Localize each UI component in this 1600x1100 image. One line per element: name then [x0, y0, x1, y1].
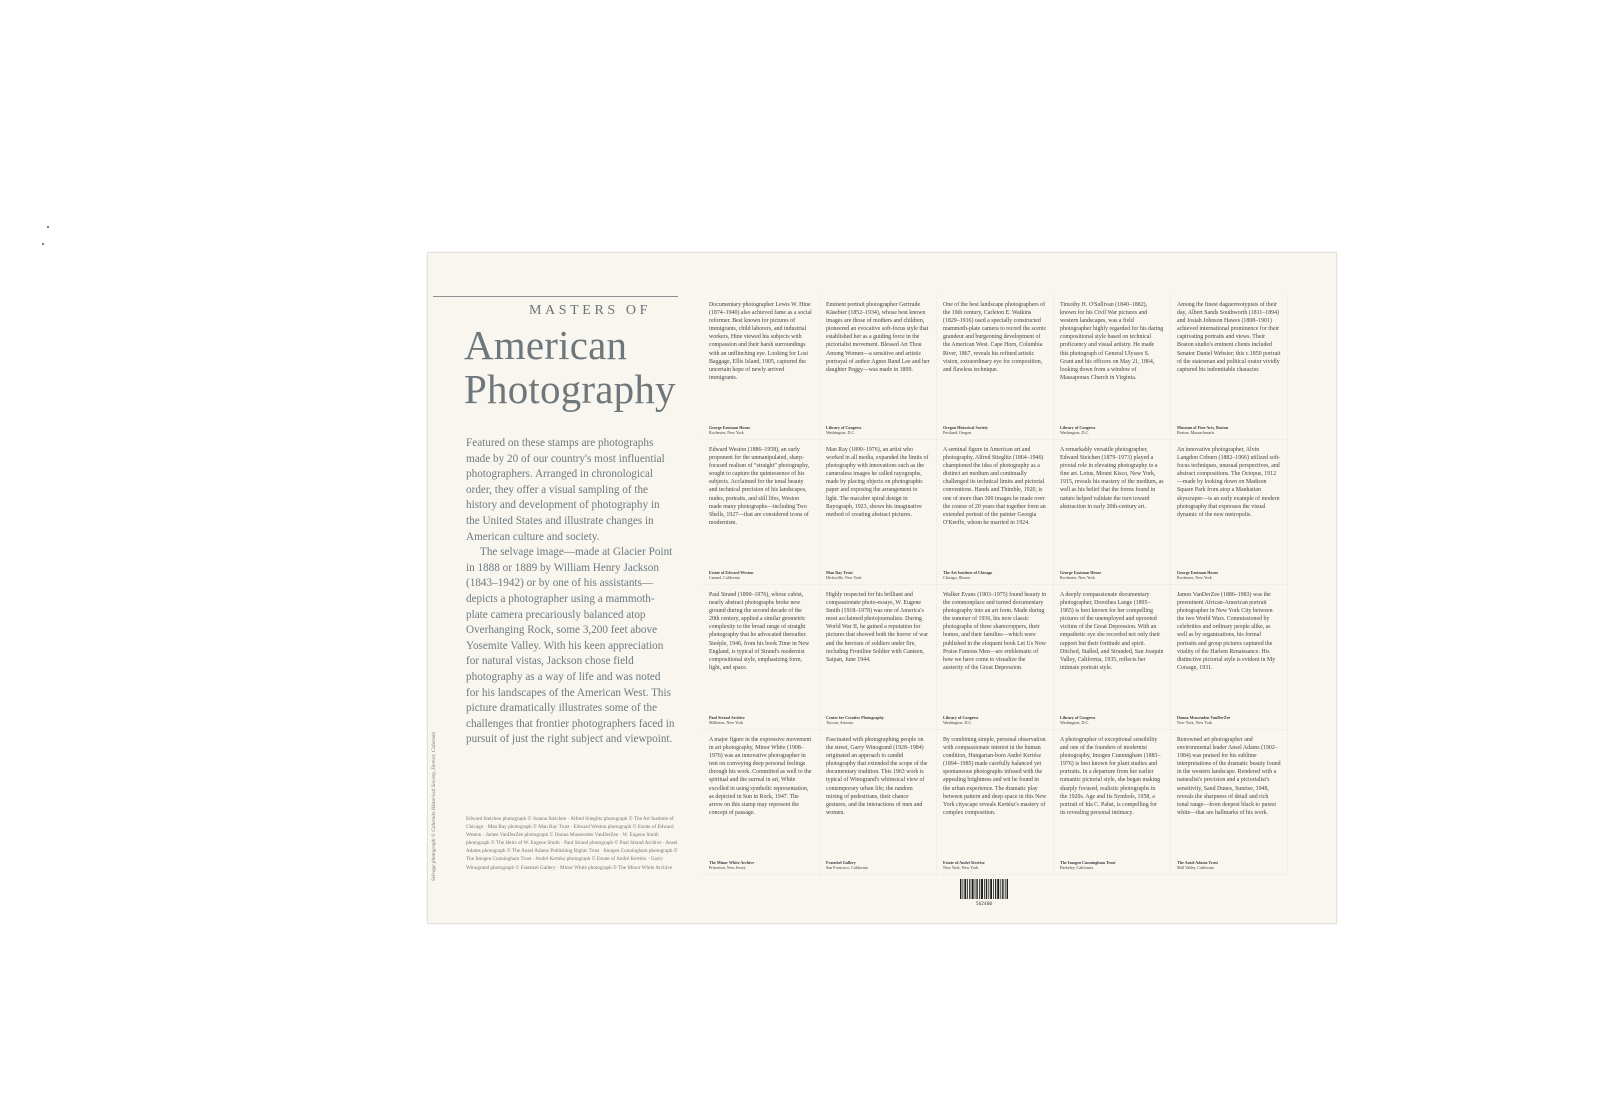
- stamp-description: Renowned art photographer and environmental leader Ansel Adams (1902–1984) was praised for his sublime interpretations of the dramatic beauty found in the western landscape. Rendered with a naturalist's precision and a pictorialist's sensitivity, Sand Dunes, Sunrise, 1948, reveals the sharpness of detail and rich tonal range—from deepest black to purest white—that are hallmarks of his work.: [1177, 737, 1281, 816]
- stamp-cell: [703, 585, 820, 730]
- stamp-credit-institution: Library of Congress: [943, 714, 979, 720]
- stamp-credit: [709, 715, 815, 725]
- stamp-description: Documentary photographer Lewis W. Hine (1874–1940) also achieved fame as a social reformer. Best known for pictures of immigrants, child laborers, and industrial workers, Hine viewed his subjects with compassion and their harsh surroundings with an unflinching eye. Looking for Lost Baggage, Ellis Island, 1905, captured the uncertain hope of newly arrived immigrants.: [709, 302, 812, 381]
- stamp-credit: [943, 860, 1049, 870]
- stamp-cell: [820, 440, 937, 585]
- stamp-credit-place: Millerton, New York: [709, 719, 744, 725]
- stamp-credit: [1060, 570, 1166, 580]
- barcode-icon: [960, 879, 1008, 899]
- stamp-credit-place: Mill Valley, California: [1177, 864, 1214, 870]
- stamp-credit-institution: The Minor White Archive: [709, 859, 755, 865]
- stamp-credit-place: San Francisco, California: [826, 864, 868, 870]
- stamp-credit-institution: Center for Creative Photography: [826, 714, 884, 720]
- stamp-credit-institution: George Eastman House: [1060, 569, 1102, 575]
- stamp-credit: [709, 860, 815, 870]
- stamp-credit: [826, 570, 932, 580]
- stamp-credit: [1060, 715, 1166, 725]
- stamp-cell: [1171, 730, 1288, 875]
- stamp-credit-place: Washington, D.C.: [1060, 429, 1090, 435]
- stamp-credit-place: Berkeley, California: [1060, 864, 1094, 870]
- stamp-cell: [820, 585, 937, 730]
- scan-speck: [47, 226, 49, 228]
- stamp-credit: [709, 425, 815, 435]
- stamp-credit-institution: Donna Mussenden VanDerZee: [1177, 714, 1231, 720]
- stamp-credit-place: Carmel, California: [709, 574, 740, 580]
- stamp-credit-institution: Estate of Edward Weston: [709, 569, 754, 575]
- stamp-description: Edward Weston (1886–1958), an early proponent for the unmanipulated, sharp-focused realism of “straight” photography, sought to capture the quintessence of his subjects. Acclaimed for the tonal beauty and technical precision of his landscapes, nudes, portraits, and still lifes, Weston made many photographs—including Two Shells, 1927—that are considered icons of modernism.: [709, 447, 810, 526]
- stamp-cell: [1171, 440, 1288, 585]
- stamp-credit-place: Washington, D.C.: [826, 429, 856, 435]
- stamp-credit-place: Rochester, New York: [1060, 574, 1095, 580]
- stamp-credit: [826, 860, 932, 870]
- stamp-credit-institution: Library of Congress: [1060, 714, 1096, 720]
- stamp-description: One of the best landscape photographers of the 19th century, Carleton E. Watkins (1829–1916) used a specially constructed mammoth-plate camera to record the scenic grandeur and burgeoning development of the American West. Cape Horn, Columbia River, 1867, reveals his refined artistic vision, extraordinary eye for composition, and flawless technique.: [943, 302, 1047, 373]
- stamp-credit: [943, 570, 1049, 580]
- stamp-cell: [1054, 295, 1171, 440]
- stamp-credit-place: Portland, Oregon: [943, 429, 972, 435]
- stamp-description: A seminal figure in American art and photography, Alfred Stieglitz (1864–1946) championed the idea of photography as a distinct art medium and continually challenged its technical limits and pictorial conventions. Hands and Thimble, 1920, is one of more than 300 images he made over the course of 20 years that together form an extended portrait of the painter Georgia O'Keeffe, whom he married in 1924.: [943, 447, 1046, 526]
- stamp-cell: [1054, 440, 1171, 585]
- stamp-credit: [826, 715, 932, 725]
- stamp-description: A remarkably versatile photographer, Edward Steichen (1879–1973) played a pivotal role in elevating photography to a fine art. Lotus, Mount Kisco, New York, 1915, reveals his mastery of the medium, as well as his belief that the forms found in nature helped validate the turn toward abstraction in early 20th-century art.: [1060, 447, 1164, 510]
- stamp-credit-institution: Library of Congress: [1060, 424, 1096, 430]
- heading-line-2: Photography: [464, 366, 676, 412]
- stamp-credit-institution: Man Ray Trust: [826, 569, 853, 575]
- stamp-credit: [943, 425, 1049, 435]
- stamp-credit-institution: Oregon Historical Society: [943, 424, 988, 430]
- stamp-credit-institution: The Imogen Cunningham Trust: [1060, 859, 1116, 865]
- stamp-description: Man Ray (1890–1976), an artist who worked in all media, expanded the limits of photography with innovations such as the cameraless images he called rayographs, made by placing objects on photographic paper and exposing the arrangement to light. The macabre spiral design in Rayograph, 1923, shows his imaginative method of creating abstract pictures.: [826, 447, 929, 518]
- heading-rule: [433, 296, 678, 297]
- stamp-credit: [943, 715, 1049, 725]
- stamp-sheet: [427, 252, 1337, 924]
- stamp-cell: [1054, 730, 1171, 875]
- stamp-description: Highly respected for his brilliant and compassionate photo-essays, W. Eugene Smith (1918–1978) was one of America's most acclaimed photojournalists. During World War II, he gained a reputation for pictures that showed both the horror of war and the heroism of soldiers under fire, including Frontline Soldier with Canteen, Saipan, June 1944.: [826, 592, 928, 663]
- stamp-credit-institution: The Ansel Adams Trust: [1177, 859, 1218, 865]
- stamp-credit: [1177, 570, 1283, 580]
- stamp-credit-institution: Library of Congress: [826, 424, 862, 430]
- heading-small: MASTERS OF: [529, 303, 651, 318]
- stamp-description: James VanDerZee (1886–1983) was the preeminent African-American portrait photographer in New York City between the two World Wars. Commissioned by celebrities and ordinary people alike, as well as by organizations, his formal portraits and group pictures captured the vitality of the Harlem Renaissance. His distinctive pictorial style is evident in My Corsage, 1931.: [1177, 592, 1276, 671]
- stamp-description: Walker Evans (1903–1975) found beauty in the commonplace and turned documentary photography into an art form. Made during the summer of 1936, his now classic photographs of three sharecroppers, their homes, and their families—which were published in the eloquent book Let Us Now Praise Famous Men—are emblematic of how we have come to visualize the austerity of the Great Depression.: [943, 592, 1047, 671]
- stamp-cell: [937, 295, 1054, 440]
- stamp-cell: [703, 730, 820, 875]
- stamp-cell: [937, 585, 1054, 730]
- stamp-credit-place: Rochester, New York: [709, 429, 744, 435]
- stamp-credit-institution: Museum of Fine Arts, Boston: [1177, 424, 1229, 430]
- stamp-credit: [826, 425, 932, 435]
- stamp-description: An innovative photographer, Alvin Langdon Coburn (1882–1966) utilized soft-focus techniques, unusual perspectives, and abstract compositions. The Octopus, 1912—made by looking down on Madison Square Park from atop a Manhattan skyscraper—is an early example of modern photography that expresses the visual dynamic of the new metropolis.: [1177, 447, 1281, 518]
- stamp-description: Eminent portrait photographer Gertrude Käsebier (1852–1934), whose best known images are those of mothers and children, pioneered an evocative soft-focus style that established her as a guiding force in the pictorialist movement. Blessed Art Thou Among Women—a sensitive and artistic portrayal of author Agnes Rand Lee and her daughter Peggy—was made in 1899.: [826, 302, 930, 373]
- stamp-cell: [1054, 585, 1171, 730]
- intro-paragraph-2: The selvage image—made at Glacier Point in 1888 or 1889 by William Henry Jackson (1843–1942) or by one of his assistants—depicts a photographer using a mammoth-plate camera precariously balanced atop Overhanging Rock, some 3,200 feet above Yosemite Valley. With his keen appreciation for natural vistas, Jackson chose field photography as a way of life and was noted for his landscapes of the American West. This picture dramatically illustrates some of the challenges that frontier photographers faced in pursuit of just the right subject and viewpoint.: [466, 546, 675, 746]
- stamp-cell: [937, 440, 1054, 585]
- stamp-cell: [1171, 295, 1288, 440]
- stamp-credit: [709, 570, 815, 580]
- barcode-number: 562400: [975, 902, 993, 907]
- stamp-cell: [937, 730, 1054, 875]
- stamp-credit-institution: George Eastman House: [1177, 569, 1219, 575]
- stamp-credit-institution: George Eastman House: [709, 424, 751, 430]
- intro-text: [466, 436, 676, 748]
- stamp-credit-institution: Paul Strand Archive: [709, 714, 745, 720]
- stamp-credit-place: New York, New York: [943, 864, 979, 870]
- stamp-credit-place: Rochester, New York: [1177, 574, 1212, 580]
- heading-line-1: American: [464, 322, 628, 368]
- stamp-credit-place: Princeton, New Jersey: [709, 864, 746, 870]
- stamp-cell: [703, 295, 820, 440]
- selvage-photo-credit: Selvage photograph © Colorado Historical Society, Denver, Colorado: [431, 731, 437, 881]
- stamp-credit: [1177, 860, 1283, 870]
- stamp-cell: [703, 440, 820, 585]
- stamp-credit-place: Hicksville, New York: [826, 574, 862, 580]
- stamp-credit-place: Washington, D.C.: [943, 719, 973, 725]
- stamp-description: Timothy H. O'Sullivan (1840–1882), known for his Civil War pictures and western landscapes, was a field photographer highly regarded for his daring compositional style based on technical proficiency and visual artistry. He made this photograph of General Ulysses S. Grant and his officers on May 21, 1864, looking down from a window of Massaponax Church in Virginia.: [1060, 302, 1164, 381]
- stamp-cell: [1171, 585, 1288, 730]
- stamp-credit-place: Chicago, Illinois: [943, 574, 971, 580]
- stamp-cell: [820, 730, 937, 875]
- scan-speck: [42, 243, 44, 245]
- stamp-cell: [820, 295, 937, 440]
- stamp-grid: [703, 295, 1288, 875]
- stamp-credit-place: Boston, Massachusetts: [1177, 429, 1215, 435]
- stamp-credit-place: New York, New York: [1177, 719, 1213, 725]
- stamp-description: Among the finest daguerreotypists of their day, Albert Sands Southworth (1811–1894) and Josiah Johnson Hawes (1808–1901) achieved international prominence for their captivating portraits and views. Their Boston studio's eminent clients included Senator Daniel Webster; this c.1850 portrait of the statesman and political orator vividly captured his indomitable character.: [1177, 302, 1281, 373]
- stamp-description: By combining simple, personal observation with compassionate interest in the human condition, Hungarian-born André Kertész (1894–1985) made carefully balanced yet spontaneous photographs infused with the appealing brightness and wit he found in the urban experience. The dramatic play between pattern and deep space in this New York cityscape reveals Kertész's mastery of complex composition.: [943, 737, 1047, 816]
- stamp-description: A major figure in the expressive movement in art photography, Minor White (1908–1976) was an innovative photographer in tent on conveying deep personal feelings through his work. Committed as well to the spiritual and the surreal in art, White excelled in using symbolic representation, as depicted in Sun in Rock, 1947. The arrow on this stamp may represent the concept of passage.: [709, 737, 812, 816]
- stamp-credit-institution: Estate of André Kertész: [943, 859, 985, 865]
- photo-credits: Edward Steichen photograph © Joanna Steichen · Alfred Stieglitz photograph © The Art Institute of Chicago · Man Ray photograph © Man Ray Trust · Edward Weston photograph © Estate of Edward Weston · James VanDerZee photograph © Donna Mussenden VanDerZee · W. Eugene Smith photograph © The Heirs of W. Eugene Smith · Paul Strand photograph © Paul Strand Archive · Ansel Adams photograph © The Ansel Adams Publishing Rights Trust · Imogen Cunningham photograph © The Imogen Cunningham Trust · André Kertész photograph © Estate of André Kertész · Garry Winogrand photograph © Fraenkel Gallery · Minor White photograph © The Minor White Archive: [466, 816, 678, 871]
- stamp-credit: [1060, 860, 1166, 870]
- stamp-credit: [1177, 715, 1283, 725]
- stamp-description: Fascinated with photographing people on the street, Garry Winogrand (1928–1984) originated an approach to candid photography that extended the scope of the documentary tradition. This 1963 work is typical of Winogrand's whimsical view of contemporary urban life; the random mixing of pedestrians, their chance gestures, and the interactions of men and women.: [826, 737, 928, 816]
- intro-paragraph-1: Featured on these stamps are photographs made by 20 of our country's most influential photographers. Arranged in chronological order, they offer a visual sampling of the history and development of photography in the United States and illustrate changes in American culture and society.: [466, 437, 665, 543]
- stamp-credit-institution: The Art Institute of Chicago: [943, 569, 993, 575]
- stamp-credit-place: Washington, D.C.: [1060, 719, 1090, 725]
- stamp-credit: [1060, 425, 1166, 435]
- stamp-credit-place: Tucson, Arizona: [826, 719, 853, 725]
- stamp-credit: [1177, 425, 1283, 435]
- stamp-description: A deeply compassionate documentary photographer, Dorothea Lange (1895–1965) is best known for her compelling pictures of the unemployed and uprooted victims of the Great Depression. With an empathetic eye she recorded not only their rapport but their fortitude and spirit. Ditched, Stalled, and Stranded, San Joaquin Valley, California, 1935, reflects her intimate portrait style.: [1060, 592, 1164, 671]
- stamp-credit-institution: Fraenkel Gallery: [826, 859, 856, 865]
- stamp-description: Paul Strand (1890–1976), whose cubist, nearly abstract photographs broke new ground during the second decade of the 20th century, applied a similar geometric complexity to the broad range of straight photography that he advocated thereafter. Steéple, 1946, from his book Time in New England, is typical of Strand's modernist compositional style, emphasizing form, light, and space.: [709, 592, 810, 671]
- stamp-description: A photographer of exceptional sensibility and one of the founders of modernist photography, Imogen Cunningham (1883–1976) is best known for plant studies and portraits. In a departure from her earlier romantic pictorial style, she began making sharply focused, realistic photographs in the 1920s. Age and Its Symbols, 1958, a portrait of Ida C. Pahst, is compelling for its revealing personal intimacy.: [1060, 737, 1161, 816]
